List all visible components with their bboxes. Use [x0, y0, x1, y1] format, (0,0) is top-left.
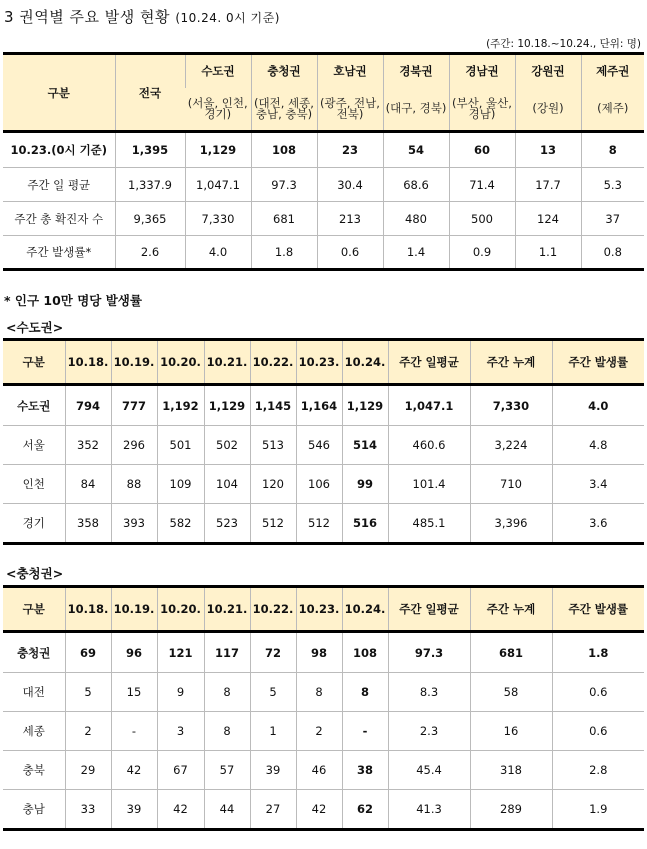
- cell: 3,224: [470, 426, 552, 465]
- cell: 45.4: [388, 751, 470, 790]
- unit-note: (주간: 10.18.~10.24., 단위: 명): [486, 38, 641, 50]
- cell: 68.6: [383, 168, 449, 202]
- cell: 4.8: [552, 426, 644, 465]
- cell: 523: [204, 504, 250, 544]
- cell: 1.9: [552, 790, 644, 830]
- cell: 41.3: [388, 790, 470, 830]
- cell: 46: [296, 751, 342, 790]
- cell: 97.3: [251, 168, 317, 202]
- cell: 60: [449, 132, 515, 168]
- cell: 106: [296, 465, 342, 504]
- cell: 2: [296, 712, 342, 751]
- cell: 54: [383, 132, 449, 168]
- cell: 104: [204, 465, 250, 504]
- cell: 1: [250, 712, 296, 751]
- cell: 500: [449, 202, 515, 236]
- cell: 8: [204, 712, 250, 751]
- cell: 98: [296, 632, 342, 673]
- column-header: 10.24.: [342, 340, 388, 385]
- row-label: 수도권: [3, 385, 65, 426]
- column-header: 10.22.: [250, 587, 296, 632]
- cell: 2.6: [115, 236, 185, 270]
- cell: 0.9: [449, 236, 515, 270]
- cell: 318: [470, 751, 552, 790]
- table-row: [3, 132, 644, 168]
- header-region-name: 충청권: [251, 54, 317, 88]
- column-header: 10.21.: [204, 587, 250, 632]
- cell: 710: [470, 465, 552, 504]
- header-region-name: 수도권: [185, 54, 251, 88]
- regional-summary-table: [3, 52, 644, 271]
- column-header: 10.23.: [296, 340, 342, 385]
- cell: 15: [111, 673, 157, 712]
- cell: 3,396: [470, 504, 552, 544]
- cell: 17.7: [515, 168, 581, 202]
- row-label: 서울: [3, 426, 65, 465]
- cell: 3.6: [552, 504, 644, 544]
- row-label: 충남: [3, 790, 65, 830]
- table-header-row: [3, 340, 644, 385]
- cell: 213: [317, 202, 383, 236]
- cell: 29: [65, 751, 111, 790]
- row-label: 주간 일 평균: [3, 168, 115, 202]
- column-header: 주간 일평균: [388, 340, 470, 385]
- cell: 4.0: [552, 385, 644, 426]
- column-header: 10.21.: [204, 340, 250, 385]
- cell: 681: [470, 632, 552, 673]
- cell: 513: [250, 426, 296, 465]
- cell: 1,129: [204, 385, 250, 426]
- cell: 1,337.9: [115, 168, 185, 202]
- column-header: 10.18.: [65, 340, 111, 385]
- cell: 582: [157, 504, 204, 544]
- column-header: 10.20.: [157, 340, 204, 385]
- table-row: [3, 673, 644, 712]
- cell: 42: [111, 751, 157, 790]
- cell: 69: [65, 632, 111, 673]
- table-header-row: [3, 587, 644, 632]
- cell: 39: [111, 790, 157, 830]
- header-national: 전국: [115, 54, 185, 132]
- cell: 5.3: [581, 168, 644, 202]
- cell: 502: [204, 426, 250, 465]
- cell: 97.3: [388, 632, 470, 673]
- cell: 23: [317, 132, 383, 168]
- column-header: 구분: [3, 587, 65, 632]
- cell: 1,047.1: [185, 168, 251, 202]
- cell: 96: [111, 632, 157, 673]
- footnote: * 인구 10만 명당 발생률: [4, 293, 142, 308]
- table-row: [3, 712, 644, 751]
- cell: 3.4: [552, 465, 644, 504]
- cell: 5: [250, 673, 296, 712]
- column-header: 주간 발생률: [552, 340, 644, 385]
- title-main: 3 권역별 주요 발생 현황: [4, 8, 171, 26]
- cell: 9: [157, 673, 204, 712]
- header-region-sub: (광주, 전남, 전북): [317, 88, 383, 132]
- cell: 1,192: [157, 385, 204, 426]
- cell: 7,330: [185, 202, 251, 236]
- cell: 0.6: [552, 712, 644, 751]
- cell: 393: [111, 504, 157, 544]
- sudogwon-table: [3, 338, 644, 545]
- cell: 1,129: [342, 385, 388, 426]
- cell: 101.4: [388, 465, 470, 504]
- column-header: 구분: [3, 340, 65, 385]
- row-label: 경기: [3, 504, 65, 544]
- cell: 37: [581, 202, 644, 236]
- table-row: [3, 465, 644, 504]
- row-label: 인천: [3, 465, 65, 504]
- cell: 1.1: [515, 236, 581, 270]
- cell: 33: [65, 790, 111, 830]
- cell: 7,330: [470, 385, 552, 426]
- cell: 794: [65, 385, 111, 426]
- header-region-sub: (대구, 경북): [383, 88, 449, 132]
- cell: 0.6: [317, 236, 383, 270]
- column-header: 10.19.: [111, 340, 157, 385]
- cell: 117: [204, 632, 250, 673]
- cell: 84: [65, 465, 111, 504]
- column-header: 주간 누계: [470, 587, 552, 632]
- cell: 1.4: [383, 236, 449, 270]
- cell: 62: [342, 790, 388, 830]
- cell: 8: [296, 673, 342, 712]
- cell: 358: [65, 504, 111, 544]
- cell: 1,047.1: [388, 385, 470, 426]
- cell: 4.0: [185, 236, 251, 270]
- cell: 67: [157, 751, 204, 790]
- cell: 0.8: [581, 236, 644, 270]
- header-region-name: 경남권: [449, 54, 515, 88]
- header-region-name: 경북권: [383, 54, 449, 88]
- cell: 16: [470, 712, 552, 751]
- cell: 512: [250, 504, 296, 544]
- cell: 2: [65, 712, 111, 751]
- table-row: [3, 504, 644, 544]
- cell: 8.3: [388, 673, 470, 712]
- cell: 1,145: [250, 385, 296, 426]
- title-sub: (10.24. 0시 기준): [175, 11, 280, 25]
- cell: 13: [515, 132, 581, 168]
- cell: -: [342, 712, 388, 751]
- cell: 44: [204, 790, 250, 830]
- cell: 39: [250, 751, 296, 790]
- header-region-name: 제주권: [581, 54, 644, 88]
- table-row: [3, 168, 644, 202]
- cell: 8: [581, 132, 644, 168]
- cell: 777: [111, 385, 157, 426]
- table-row: [3, 790, 644, 830]
- row-label: 주간 총 확진자 수: [3, 202, 115, 236]
- table-row: [3, 751, 644, 790]
- row-label: 10.23.(0시 기준): [3, 132, 115, 168]
- column-header: 10.24.: [342, 587, 388, 632]
- column-header: 10.23.: [296, 587, 342, 632]
- section-label-sudogwon: <수도권>: [6, 320, 64, 335]
- cell: 8: [342, 673, 388, 712]
- header-region-sub: (대전, 세종, 충남, 충북): [251, 88, 317, 132]
- table-row: [3, 426, 644, 465]
- cell: 296: [111, 426, 157, 465]
- cell: 88: [111, 465, 157, 504]
- table-total-row: [3, 632, 644, 673]
- column-header: 주간 일평균: [388, 587, 470, 632]
- cell: 71.4: [449, 168, 515, 202]
- cell: 72: [250, 632, 296, 673]
- cell: 42: [157, 790, 204, 830]
- cell: 57: [204, 751, 250, 790]
- row-label: 충북: [3, 751, 65, 790]
- cell: 480: [383, 202, 449, 236]
- cell: 109: [157, 465, 204, 504]
- cell: 516: [342, 504, 388, 544]
- cell: 2.3: [388, 712, 470, 751]
- column-header: 주간 누계: [470, 340, 552, 385]
- cell: 501: [157, 426, 204, 465]
- cell: 58: [470, 673, 552, 712]
- cell: 9,365: [115, 202, 185, 236]
- cell: 3: [157, 712, 204, 751]
- cell: 124: [515, 202, 581, 236]
- cell: 8: [204, 673, 250, 712]
- cell: 2.8: [552, 751, 644, 790]
- chungcheong-table: [3, 585, 644, 831]
- cell: 120: [250, 465, 296, 504]
- cell: 352: [65, 426, 111, 465]
- cell: 1.8: [552, 632, 644, 673]
- column-header: 10.22.: [250, 340, 296, 385]
- cell: 38: [342, 751, 388, 790]
- header-region-name: 강원권: [515, 54, 581, 88]
- header-region-sub: (서울, 인천, 경기): [185, 88, 251, 132]
- cell: 5: [65, 673, 111, 712]
- header-region-sub: (부산, 울산, 경남): [449, 88, 515, 132]
- cell: 27: [250, 790, 296, 830]
- cell: 1,395: [115, 132, 185, 168]
- header-label: 구분: [3, 54, 115, 132]
- header-region-name: 호남권: [317, 54, 383, 88]
- table-row: [3, 236, 644, 270]
- row-label: 충청권: [3, 632, 65, 673]
- row-label: 주간 발생률*: [3, 236, 115, 270]
- cell: 512: [296, 504, 342, 544]
- row-label: 세종: [3, 712, 65, 751]
- column-header: 10.18.: [65, 587, 111, 632]
- header-region-sub: (제주): [581, 88, 644, 132]
- cell: -: [111, 712, 157, 751]
- section-label-chungcheong: <충청권>: [6, 566, 64, 581]
- cell: 108: [251, 132, 317, 168]
- column-header: 주간 발생률: [552, 587, 644, 632]
- cell: 1,164: [296, 385, 342, 426]
- header-region-sub: (강원): [515, 88, 581, 132]
- cell: 485.1: [388, 504, 470, 544]
- column-header: 10.20.: [157, 587, 204, 632]
- cell: 30.4: [317, 168, 383, 202]
- cell: 289: [470, 790, 552, 830]
- cell: 460.6: [388, 426, 470, 465]
- table-row: [3, 202, 644, 236]
- cell: 99: [342, 465, 388, 504]
- cell: 546: [296, 426, 342, 465]
- column-header: 10.19.: [111, 587, 157, 632]
- cell: 1.8: [251, 236, 317, 270]
- table-total-row: [3, 385, 644, 426]
- cell: 0.6: [552, 673, 644, 712]
- cell: 1,129: [185, 132, 251, 168]
- cell: 681: [251, 202, 317, 236]
- cell: 108: [342, 632, 388, 673]
- page-title: [4, 6, 280, 27]
- cell: 121: [157, 632, 204, 673]
- cell: 514: [342, 426, 388, 465]
- cell: 42: [296, 790, 342, 830]
- row-label: 대전: [3, 673, 65, 712]
